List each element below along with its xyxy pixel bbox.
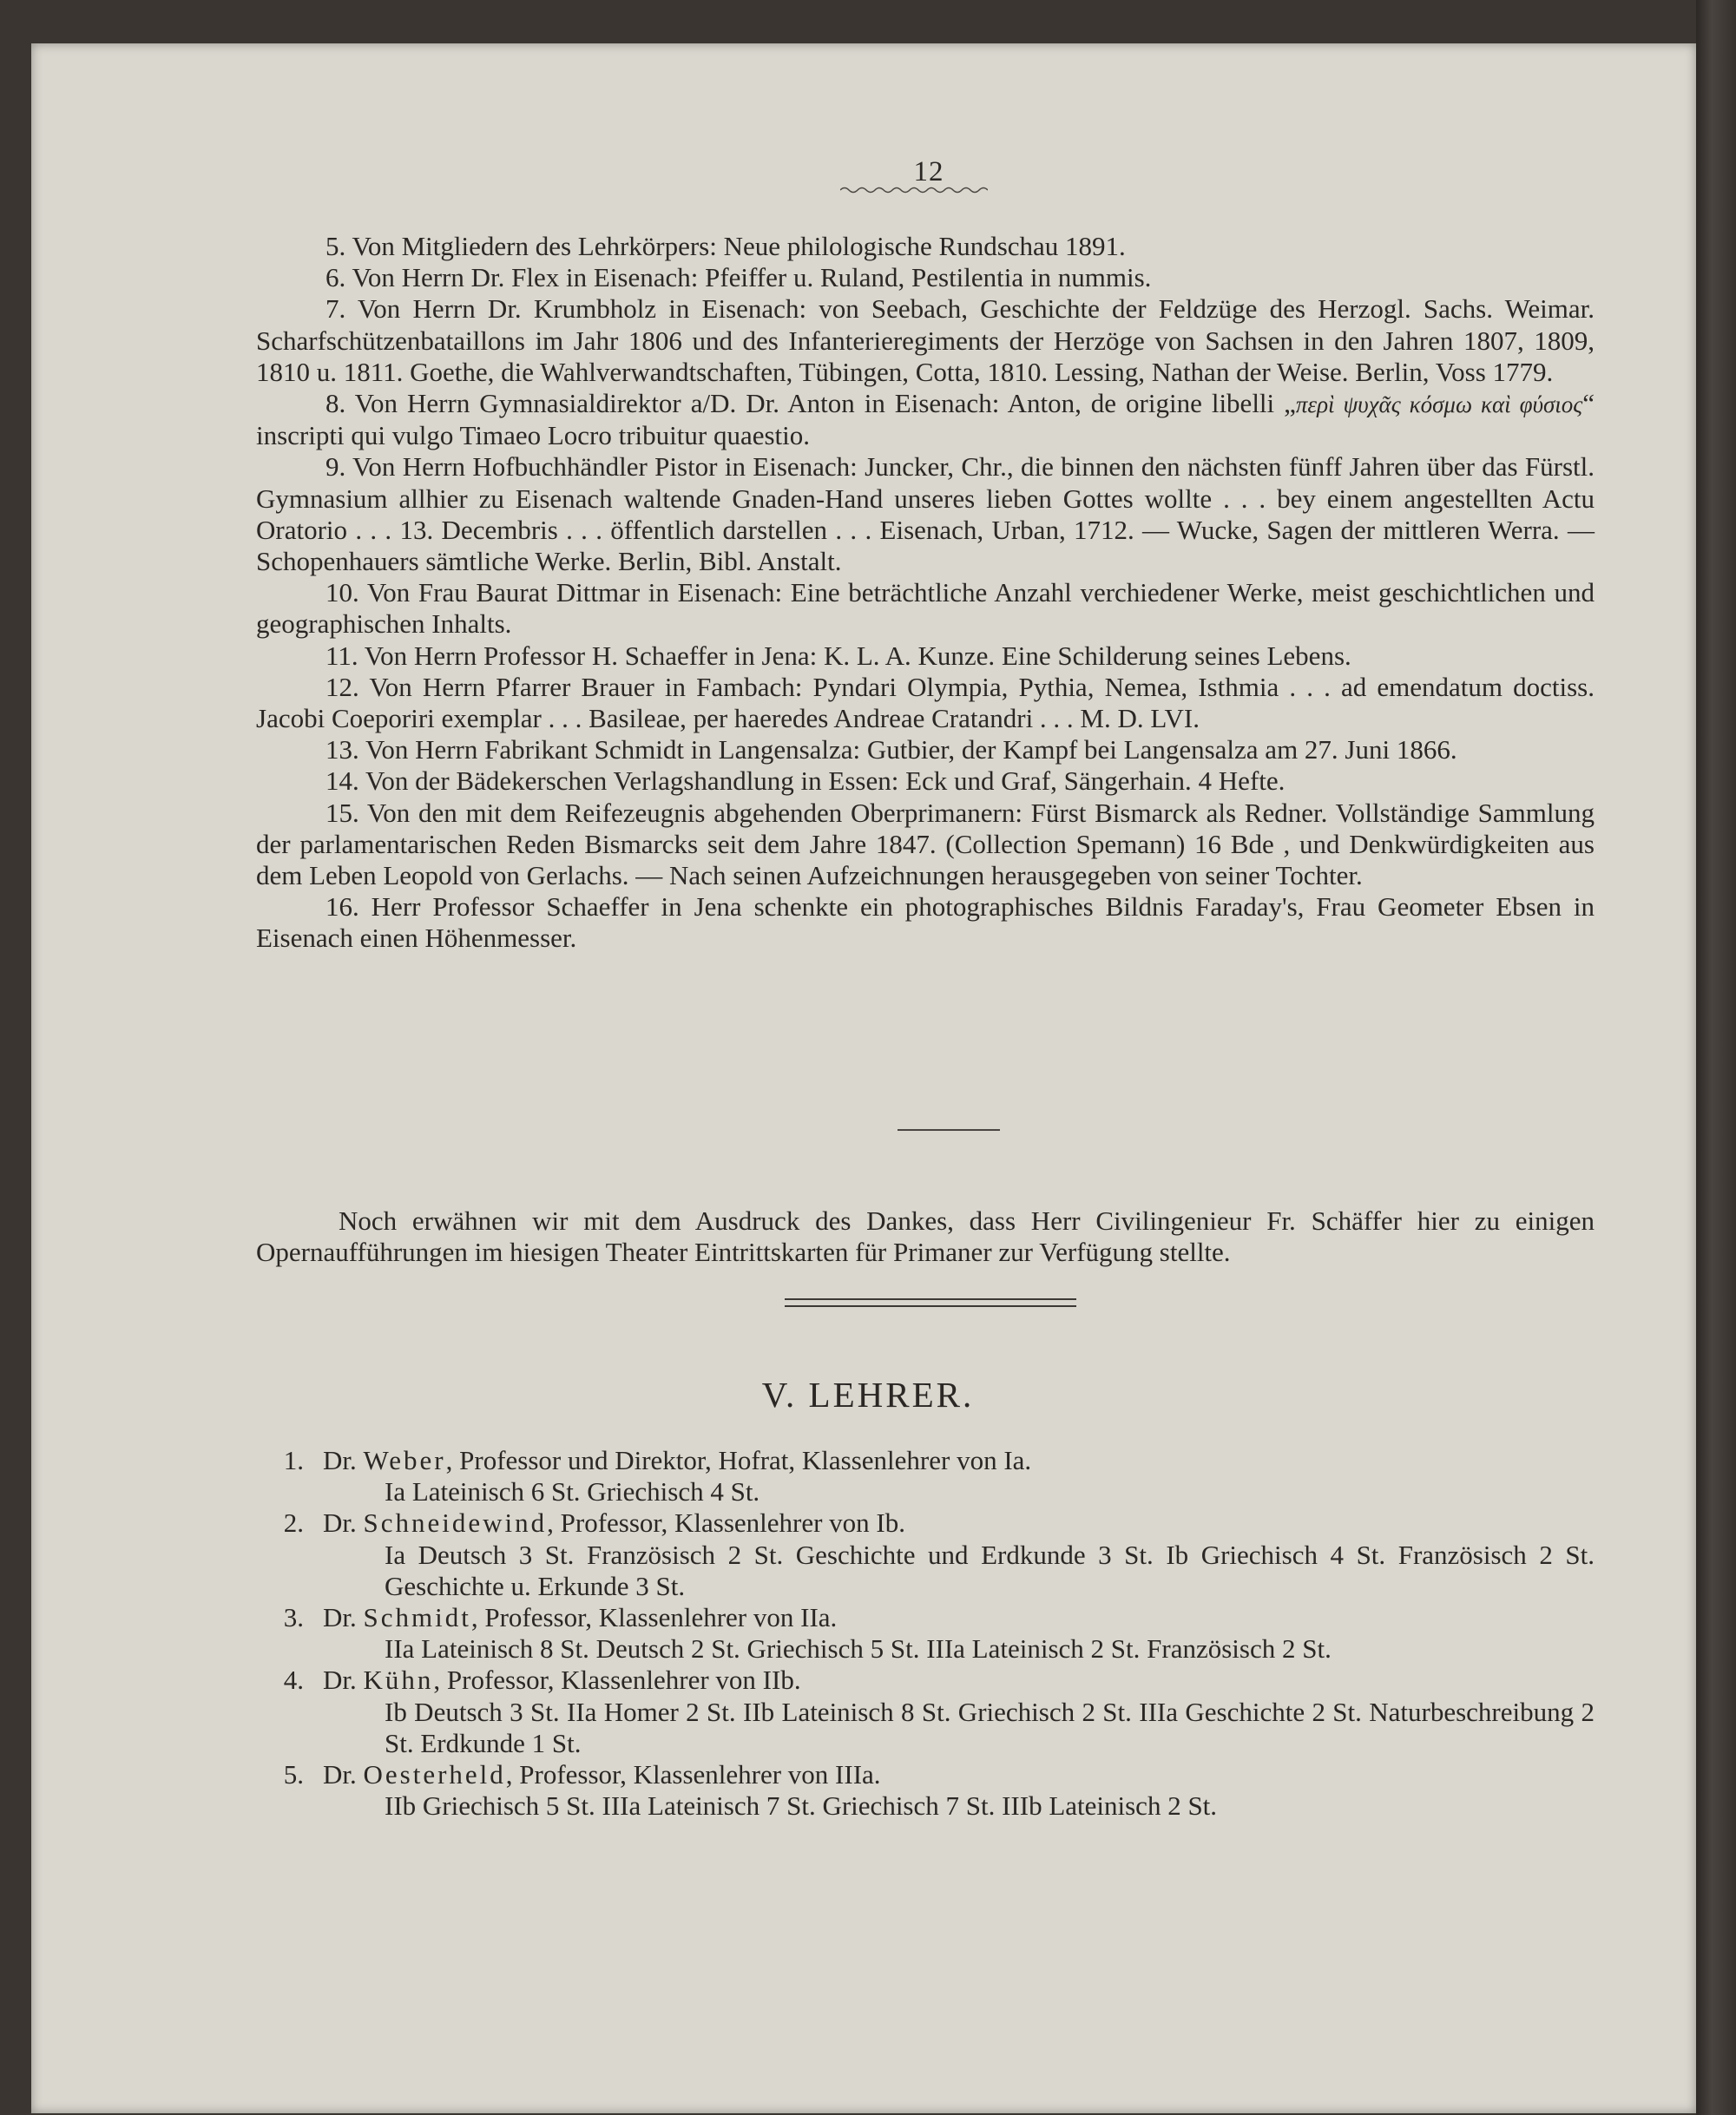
teacher-subjects: Ia Lateinisch 6 St. Griechisch 4 St. [385, 1476, 760, 1507]
teacher-role: , Professor und Direktor, Hofrat, Klassenlehrer von Ia. [445, 1445, 1032, 1475]
donation-item: 13. Von Herrn Fabrikant Schmidt in Langensalza: Gutbier, der Kampf bei Langensalza am 27. Juni 1866. [326, 734, 1457, 765]
teacher-title: Dr. [323, 1602, 357, 1633]
teacher-subjects: IIb Griechisch 5 St. IIIa Lateinisch 7 St. Griechisch 7 St. IIIb Lateinisch 2 St. [385, 1790, 1218, 1822]
donation-item: 6. Von Herrn Dr. Flex in Eisenach: Pfeiffer u. Ruland, Pestilentia in nummis. [326, 262, 1152, 293]
teacher-entry [256, 1665, 1595, 1759]
book-edge [1696, 0, 1736, 2115]
donation-item: 7. Von Herrn Dr. Krumbholz in Eisenach: von Seebach, Geschichte der Feldzüge des Herzogl. Sachs. Weimar. Scharfschützenbataillons im Jahr 1806 und des Infanterieregiments der Herzöge von Sachsen in den Jahren 1807, 1809, 1810 u. 1811. Goethe, die Wahlverwandtschaften, Tübingen, Cotta, 1810. Lessing, Nathan der Weise. Berlin, Voss 1779. [256, 293, 1595, 387]
teacher-entry [256, 1759, 1595, 1822]
donation-item: 16. Herr Professor Schaeffer in Jena schenkte ein photographisches Bildnis Faraday's, Frau Geometer Ebsen in Eisenach einen Höhenmesser. [256, 891, 1595, 954]
teacher-number: 5. [283, 1759, 304, 1790]
donation-item: 9. Von Herrn Hofbuchhändler Pistor in Eisenach: Juncker, Chr., die binnen den nächsten fünff Jahren über das Fürstl. Gymnasium allhier zu Eisenach waltende Gnaden-Hand unseres lieben Gottes wollte . . . bey einem angestellten Actu Oratorio . . . 13. Decembris . . . öffentlich darstellen . . . Eisenach, Urban, 1712. — Wucke, Sagen der mittleren Werra. — Schopenhauers sämtliche Werke. Berlin, Bibl. Anstalt. [256, 451, 1595, 577]
teacher-number: 2. [283, 1507, 304, 1539]
donation-text: “ inscripti qui vulgo Timaeo Locro tribuitur quaestio. [256, 388, 1595, 451]
divider-rule [898, 1129, 1000, 1131]
page-number-ornament [840, 184, 988, 196]
teacher-entry [256, 1602, 1595, 1665]
teacher-name: Oesterheld [363, 1759, 506, 1790]
donation-item: 15. Von den mit dem Reifezeugnis abgehenden Oberprimanern: Fürst Bismarck als Redner. Vollständige Sammlung der parlamentarischen Reden Bismarcks seit dem Jahre 1847. (Collection Spemann) 16 Bde , und Denkwürdigkeiten aus dem Leben Leopold von Gerlachs. — Nach seinen Aufzeichnungen herausgegeben von seiner Tochter. [256, 797, 1595, 891]
donation-item: 14. Von der Bädekerschen Verlagshandlung in Essen: Eck und Graf, Sängerhain. 4 Hefte. [326, 765, 1286, 797]
donation-item: 10. Von Frau Baurat Dittmar in Eisenach: Eine beträchtliche Anzahl verchiedener Werke, meist geschichtlichen und geographischen Inhalts. [256, 577, 1595, 640]
teacher-entry [256, 1507, 1595, 1602]
teacher-number: 4. [283, 1665, 304, 1696]
teacher-title: Dr. [323, 1759, 357, 1790]
double-divider-rule [785, 1298, 1076, 1307]
teacher-title: Dr. [323, 1445, 357, 1475]
section-heading: V. LEHRER. [761, 1375, 975, 1415]
teacher-name: Schmidt [363, 1602, 471, 1633]
teachers-list [256, 1445, 1595, 1822]
teacher-name: Schneidewind [363, 1507, 548, 1539]
donation-text: 8. Von Herrn Gymnasialdirektor a/D. Dr. Anton in Eisenach: Anton, de origine libelli „ [326, 388, 1296, 419]
page-number: 12 [913, 156, 944, 187]
teacher-subjects: IIa Lateinisch 8 St. Deutsch 2 St. Griechisch 5 St. IIIa Lateinisch 2 St. Französisch 2 St. [385, 1633, 1332, 1665]
donation-item [256, 388, 1595, 451]
teacher-name: Weber [363, 1445, 446, 1475]
teacher-role: , Professor, Klassenlehrer von IIa. [470, 1602, 838, 1633]
teacher-entry [256, 1445, 1595, 1507]
teacher-subjects: Ib Deutsch 3 St. IIa Homer 2 St. IIb Lateinisch 8 St. Griechisch 2 St. IIIa Geschichte 2 St. Naturbeschreibung 2 St. Erdkunde 1 St. [385, 1696, 1595, 1758]
donation-item: 5. Von Mitgliedern des Lehrkörpers: Neue philologische Rundschau 1891. [326, 231, 1126, 261]
teacher-subjects: Ia Deutsch 3 St. Französisch 2 St. Geschichte und Erdkunde 3 St. Ib Griechisch 4 St. Französisch 2 St. Geschichte u. Erkunde 3 St. [385, 1539, 1595, 1601]
donations-list [256, 231, 1595, 955]
teacher-title: Dr. [323, 1665, 357, 1696]
teacher-role: , Professor, Klassenlehrer von IIb. [433, 1665, 801, 1696]
teacher-number: 3. [283, 1602, 304, 1633]
teacher-name: Kühn [363, 1665, 434, 1696]
teacher-role: , Professor, Klassenlehrer von IIIa. [505, 1759, 881, 1790]
teacher-number: 1. [283, 1445, 304, 1475]
donation-item: 12. Von Herrn Pfarrer Brauer in Fambach: Pyndari Olympia, Pythia, Nemea, Isthmia . . . ad emendatum doctiss. Jacobi Coeporiri exemplar . . . Basileae, per haeredes Andreae Cratandri . . . M. D. LVI. [256, 671, 1595, 734]
donation-item: 11. Von Herrn Professor H. Schaeffer in Jena: K. L. A. Kunze. Eine Schilderung seines Lebens. [326, 640, 1351, 671]
teacher-role: , Professor, Klassenlehrer von Ib. [547, 1507, 905, 1539]
greek-title: περὶ ψυχᾶς κόσμω καὶ φύσιος [1295, 391, 1583, 418]
thanks-paragraph: Noch erwähnen wir mit dem Ausdruck des Dankes, dass Herr Civilingenieur Fr. Schäffer hier zu einigen Opernaufführungen im hiesigen Theater Eintrittskarten für Primaner zur Verfügung stellte. [256, 1205, 1595, 1268]
teacher-title: Dr. [323, 1507, 357, 1539]
